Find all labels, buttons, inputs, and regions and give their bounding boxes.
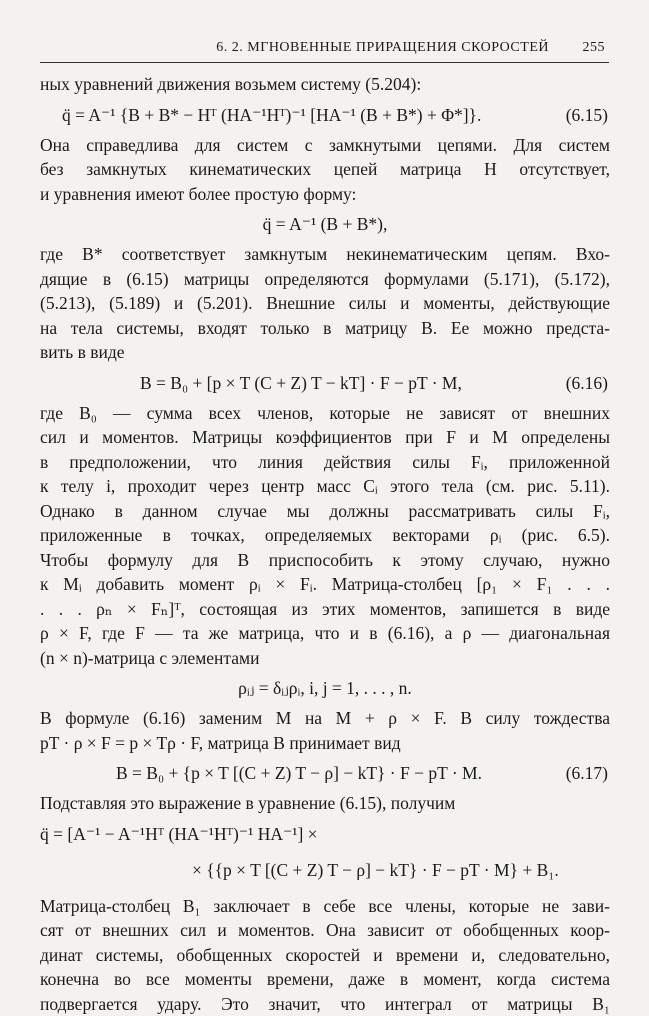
text-line: В формуле (6.16) заменим M на M + ρ × F. В силу тождества [40, 706, 610, 731]
equation-expression: q̈ = A⁻¹ (B + B*), [263, 214, 388, 234]
text-line: без замкнутых кинематических цепей матрица H отсутствует, [40, 157, 610, 182]
text-line: вить в виде [40, 340, 610, 365]
text-line: сят от внешних сил и моментов. Она зависит от обобщенных коор- [40, 918, 610, 943]
text-line: Чтобы формулу для B приспособить к этому случаю, нужно [40, 548, 610, 573]
text-line: ρ × F, где F — та же матрица, что и в (6.16), а ρ — диагональная [40, 621, 610, 646]
text-line: сил и моментов. Матрицы коэффициентов при F и M определены [40, 425, 610, 450]
page-header [40, 36, 609, 63]
equation-final-part2 [40, 852, 610, 888]
equation-simple [40, 206, 610, 242]
equation-expression: B = B₀ + {p × T [(C + Z) T − ρ] − kT} · F − pT · M. [116, 755, 482, 791]
equation-number: (6.15) [566, 97, 608, 133]
text-line: Однако в данном случае мы должны рассматривать силы Fᵢ, [40, 499, 610, 524]
equation-expression: ρᵢⱼ = δᵢⱼρᵢ, i, j = 1, . . . , n. [238, 678, 412, 698]
text-line: Подставляя это выражение в уравнение (6.15), получим [40, 791, 610, 816]
text-line: Она справедлива для систем с замкнутыми цепями. Для систем [40, 133, 610, 158]
equation-6-16 [40, 365, 610, 401]
equation-number: (6.16) [566, 365, 608, 401]
equation-number: (6.17) [566, 755, 608, 791]
equation-expression: × {{p × T [(C + Z) T − ρ] − kT} · F − pT · M} + B₁. [192, 852, 559, 888]
text-line: где B* соответствует замкнутым некинематическим цепям. Вхо- [40, 242, 610, 267]
text-line: к телу i, проходит через центр масс Cᵢ этого тела (см. рис. 5.11). [40, 474, 610, 499]
equation-6-17 [40, 755, 610, 791]
equation-expression: B = B₀ + [p × T (C + Z) T − kT] · F − pT · M, [140, 365, 462, 401]
text-line: и уравнения имеют более простую форму: [40, 182, 610, 207]
text-line: конечна во все моменты времени, даже в момент, когда система [40, 967, 610, 992]
text-line: на тела системы, входят только в матрицу B. Ее можно предста- [40, 316, 610, 341]
running-title: 6. 2. МГНОВЕННЫЕ ПРИРАЩЕНИЯ СКОРОСТЕЙ [216, 40, 549, 56]
text-line: приложенные в точках, определяемых векторами ρᵢ (рис. 6.5). [40, 523, 610, 548]
text-line: . . . ρₙ × Fₙ]ᵀ, состоящая из этих моментов, запишется в виде [40, 597, 610, 622]
page-number: 255 [583, 40, 606, 56]
equation-rho [40, 670, 610, 706]
text-line: pT · ρ × F = p × Tρ · F, матрица B принимает вид [40, 731, 610, 756]
text-line: дящие в (6.15) матрицы определяются формулами (5.171), (5.172), [40, 267, 610, 292]
text-line: динат системы, обобщенных скоростей и времени и, следовательно, [40, 943, 610, 968]
text-line: где B₀ — сумма всех членов, которые не зависят от внешних [40, 401, 610, 426]
equation-expression: q̈ = A⁻¹ {B + B* − Hᵀ (HA⁻¹Hᵀ)⁻¹ [HA⁻¹ (B + B*) + Φ*]}. [62, 97, 481, 133]
text-line: Матрица-столбец B₁ заключает в себе все члены, которые не зави- [40, 894, 610, 919]
text-line: ных уравнений движения возьмем систему (5.204): [40, 72, 610, 97]
text-line: (n × n)-матрица с элементами [40, 646, 610, 671]
text-line: к Mᵢ добавить момент ρᵢ × Fᵢ. Матрица-столбец [ρ₁ × F₁ . . . [40, 572, 610, 597]
equation-final-part1 [40, 816, 610, 852]
equation-expression: q̈ = [A⁻¹ − A⁻¹Hᵀ (HA⁻¹Hᵀ)⁻¹ HA⁻¹] × [40, 816, 318, 852]
equation-6-15 [40, 97, 610, 133]
text-line: подвергается удару. Это значит, что интеграл от матрицы B₁ [40, 992, 610, 1016]
page-body [40, 72, 610, 1016]
text-line: (5.213), (5.189) и (5.201). Внешние силы и моменты, действующие [40, 291, 610, 316]
text-line: в предположении, что линия действия силы Fᵢ, приложенной [40, 450, 610, 475]
